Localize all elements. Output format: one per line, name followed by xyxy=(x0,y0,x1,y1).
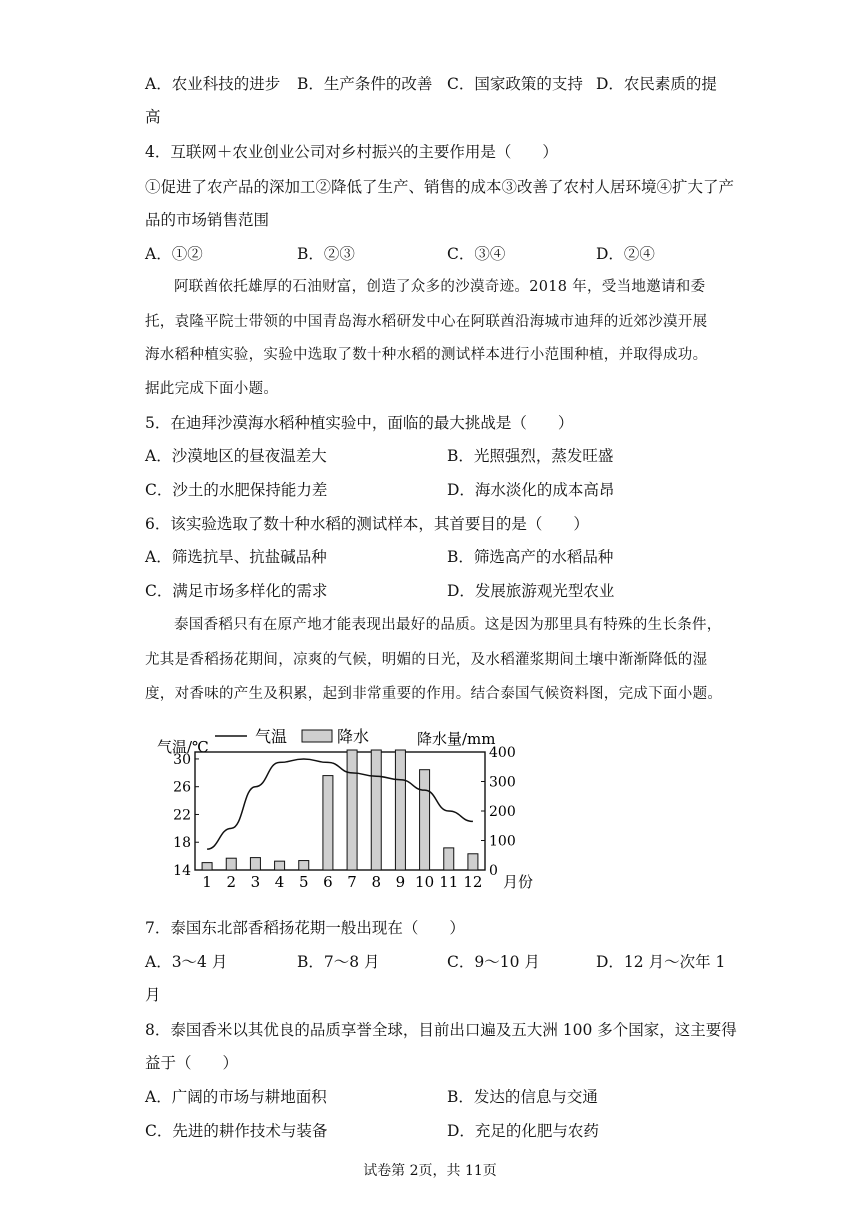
page-footer: 试卷第 2页，共 11页 xyxy=(363,1163,497,1179)
right-tick-label: 300 xyxy=(489,774,516,791)
q4-stem: 4．互联网＋农业创业公司对乡村振兴的主要作用是（ ） xyxy=(145,143,558,161)
left-tick-label: 26 xyxy=(173,779,191,796)
right-axis-ticks xyxy=(481,745,516,879)
x-tick-label: 4 xyxy=(274,873,285,891)
q7-option-a: A．3～4 月 xyxy=(145,953,228,971)
q8-stem-line2: 益于（ ） xyxy=(145,1054,239,1072)
q6-option-a: A．筛选抗旱、抗盐碱品种 xyxy=(145,548,327,566)
q5-option-d: D．海水淡化的成本高昂 xyxy=(447,481,615,499)
x-tick-label: 8 xyxy=(371,873,382,891)
passage1-line1: 阿联酋依托雄厚的石油财富，创造了众多的沙漠奇迹。2018 年，受当地邀请和委 xyxy=(174,279,706,295)
legend-temp-label: 气温 xyxy=(255,727,288,746)
q5-option-a: A．沙漠地区的昼夜温差大 xyxy=(145,447,327,465)
precip-bar xyxy=(420,770,430,870)
x-tick-label: 5 xyxy=(298,873,309,891)
precip-bar xyxy=(444,848,454,870)
x-tick-label: 6 xyxy=(323,873,333,891)
passage1-line3: 海水稻种植实验，实验中选取了数十种水稻的测试样本进行小范围种植，并取得成功。 xyxy=(145,347,708,363)
thailand-climate-chart xyxy=(155,722,535,892)
x-axis-ticks xyxy=(202,873,482,891)
precip-bar xyxy=(275,861,285,870)
plot-frame xyxy=(195,752,485,870)
passage1-line2: 托，袁隆平院士带领的中国青岛海水稻研发中心在阿联酋沿海城市迪拜的近郊沙漠开展 xyxy=(145,314,708,330)
q7-option-b: B．7～8 月 xyxy=(297,953,380,971)
precip-bar xyxy=(468,854,478,870)
left-tick-label: 30 xyxy=(173,751,191,768)
q4-option-a: A．①② xyxy=(145,245,203,263)
q8-option-b: B．发达的信息与交通 xyxy=(447,1088,598,1106)
x-tick-label: 2 xyxy=(226,873,237,891)
x-tick-label: 1 xyxy=(202,873,212,891)
q8-option-d: D．充足的化肥与农药 xyxy=(447,1122,599,1140)
q4-items-line2: 品的市场销售范围 xyxy=(145,211,270,229)
precip-bar xyxy=(202,863,212,870)
q4-option-d: D．②④ xyxy=(596,245,655,263)
precip-bar xyxy=(226,858,236,870)
q4-items-line1: ①促进了农产品的深加工②降低了生产、销售的成本③改善了农村人居环境④扩大了产 xyxy=(145,178,735,196)
q4-option-b: B．②③ xyxy=(297,245,355,263)
right-tick-label: 100 xyxy=(489,833,516,850)
q3-option-d: D．农民素质的提 xyxy=(596,75,717,93)
q6-option-c: C．满足市场多样化的需求 xyxy=(145,582,328,600)
q8-option-a: A．广阔的市场与耕地面积 xyxy=(145,1088,327,1106)
x-tick-label: 11 xyxy=(439,873,459,891)
x-unit-label: 月份 xyxy=(503,873,534,891)
passage1-line4: 据此完成下面小题。 xyxy=(145,381,279,397)
precip-bar xyxy=(323,776,333,870)
q7-stem: 7．泰国东北部香稻扬花期一般出现在（ ） xyxy=(145,919,465,937)
x-tick-label: 3 xyxy=(250,873,261,891)
x-tick-label: 7 xyxy=(347,873,357,891)
q5-option-b: B．光照强烈，蒸发旺盛 xyxy=(447,447,614,465)
x-tick-label: 10 xyxy=(415,873,435,891)
q3-option-b: B．生产条件的改善 xyxy=(297,75,433,93)
q3-option-d-continued: 高 xyxy=(145,108,161,126)
temperature-line xyxy=(207,759,473,849)
left-tick-label: 18 xyxy=(173,835,191,852)
q6-option-d: D．发展旅游观光型农业 xyxy=(447,582,615,600)
x-tick-label: 12 xyxy=(463,873,483,891)
passage2-line1: 泰国香稻只有在原产地才能表现出最好的品质。这是因为那里具有特殊的生长条件， xyxy=(174,617,722,633)
y-left-label: 气温/℃ xyxy=(157,738,209,756)
precip-bar xyxy=(371,750,381,870)
q6-stem: 6．该实验选取了数十种水稻的测试样本，其首要目的是（ ） xyxy=(145,515,589,533)
q8-stem-line1: 8．泰国香米以其优良的品质享誉全球，目前出口遍及五大洲 100 多个国家，这主要得 xyxy=(145,1021,737,1039)
right-tick-label: 200 xyxy=(489,804,516,820)
passage2-line2: 尤其是香稻扬花期间，凉爽的气候，明媚的日光，及水稻灌浆期间土壤中渐渐降低的湿 xyxy=(145,652,708,668)
precip-bar xyxy=(347,750,357,870)
q3-option-a: A．农业科技的进步 xyxy=(145,75,281,93)
precip-bar xyxy=(395,750,405,870)
precip-bar xyxy=(250,858,260,870)
x-tick-label: 9 xyxy=(395,873,406,891)
right-tick-label: 400 xyxy=(489,745,516,761)
right-tick-label: 0 xyxy=(489,863,498,879)
q7-option-d-continued: 月 xyxy=(145,986,161,1004)
precip-bar xyxy=(299,861,309,870)
y-right-label: 降水量/mm xyxy=(417,730,496,748)
q8-option-c: C．先进的耕作技术与装备 xyxy=(145,1122,328,1140)
passage2-line3: 度，对香味的产生及积累，起到非常重要的作用。结合泰国气候资料图，完成下面小题。 xyxy=(145,686,723,702)
q3-option-c: C．国家政策的支持 xyxy=(447,75,583,93)
left-tick-label: 14 xyxy=(173,863,191,879)
legend-precip-swatch xyxy=(302,730,332,742)
q7-option-d: D．12 月～次年 1 xyxy=(596,953,726,971)
q5-stem: 5．在迪拜沙漠海水稻种植实验中，面临的最大挑战是（ ） xyxy=(145,414,574,432)
left-tick-label: 22 xyxy=(173,807,191,824)
legend-precip-label: 降水 xyxy=(337,727,370,746)
q5-option-c: C．沙土的水肥保持能力差 xyxy=(145,481,328,499)
q7-option-c: C．9～10 月 xyxy=(447,953,540,971)
q4-option-c: C．③④ xyxy=(447,245,506,263)
q6-option-b: B．筛选高产的水稻品种 xyxy=(447,548,614,566)
